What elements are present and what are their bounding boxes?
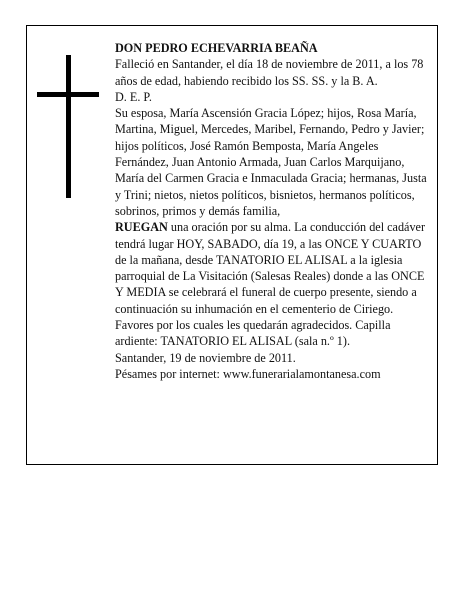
cross-icon [37,55,99,198]
obituary-notice [26,25,438,465]
cross-horizontal-bar [37,92,99,97]
family-list: Su esposa, María Ascensión Gracia López; hijos, Rosa María, Martina, Miguel, Mercedes, Maribel, Fernando, Pedro y Javier; hijos políticos, José Ramón Bemposta, María Angeles Fernández, Juan Antonio Armada, Juan Carlos Marquijano, María del Carmen Gracia e Inmaculada Gracia; hermanas, Justa y Trini; nietos, nietos políticos, bisnietos, hermanos políticos, sobrinos, primos y demás familia, [115,106,427,218]
deceased-name: DON PEDRO ECHEVARRIA BEAÑA [115,41,318,55]
funeral-request [115,219,431,349]
notice-date: Santander, 19 de noviembre de 2011. [115,350,296,365]
condolences-line: Pésames por internet: www.funerarialamontanesa.com [115,366,381,381]
cross-vertical-bar [66,55,71,198]
notice-text [115,40,431,382]
death-details: Falleció en Santander, el día 18 de noviembre de 2011, a los 78 años de edad, habiendo recibido los SS. SS. y la B. A. [115,57,424,88]
request-details: una oración por su alma. La conducción del cadáver tendrá lugar HOY, SABADO, día 19, a las ONCE Y CUARTO de la mañana, desde TANATORIO EL ALISAL a la iglesia parroquial de La Visitación (Salesas Reales) donde a las ONCE Y MEDIA se celebrará el funeral de cuerpo presente, siendo a continuación su inhumación en el cementerio de Ciriego. Favores por los cuales les quedarán agradecidos. Capilla ardiente: TANATORIO EL ALISAL (sala n.º 1). [115,220,426,349]
request-lead: RUEGAN [115,220,168,235]
rest-in-peace: D. E. P. [115,89,152,104]
